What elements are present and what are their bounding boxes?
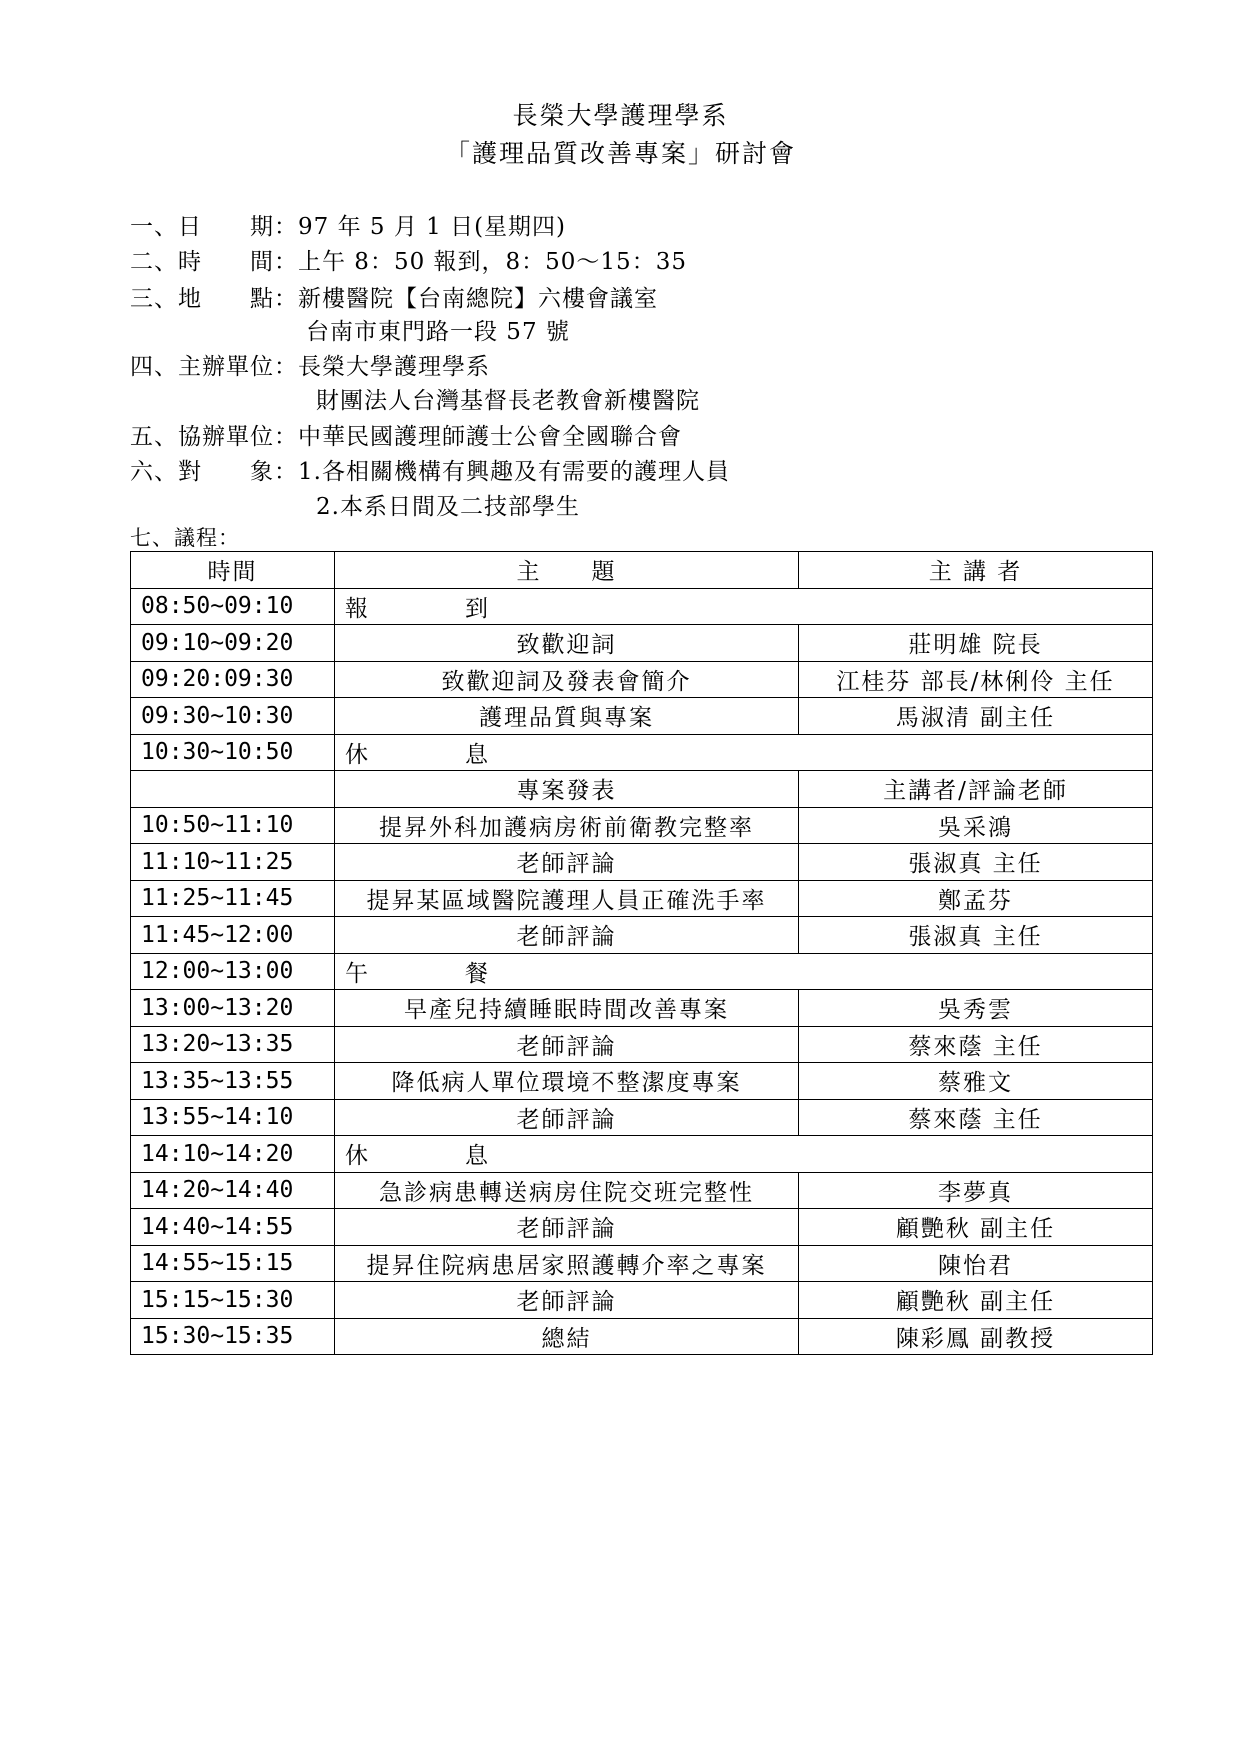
row-speaker: 陳怡君	[799, 1245, 1153, 1282]
info-time: 二、時 間：上午 8：50 報到，8：50～15：35	[130, 249, 687, 275]
row-merged-topic	[335, 1136, 1153, 1173]
table-row	[131, 880, 1153, 917]
row-speaker: 主講者/評論老師	[799, 771, 1153, 808]
agenda-table	[130, 551, 1153, 1355]
table-row	[131, 844, 1153, 881]
document-subtitle: 「護理品質改善專案」研討會	[444, 139, 796, 168]
row-time: 13:55~14:10	[131, 1099, 335, 1136]
info-organizer: 四、主辦單位：長榮大學護理學系	[130, 354, 490, 380]
row-speaker: 蔡來蔭 主任	[799, 1099, 1153, 1136]
row-topic: 老師評論	[335, 1282, 799, 1319]
row-topic: 致歡迎詞	[335, 625, 799, 662]
row-time: 13:20~13:35	[131, 1026, 335, 1063]
table-row	[131, 734, 1153, 771]
row-speaker: 顧艷秋 副主任	[799, 1209, 1153, 1246]
row-speaker: 鄭孟芬	[799, 880, 1153, 917]
table-row	[131, 625, 1153, 662]
table-row	[131, 1209, 1153, 1246]
row-time: 13:35~13:55	[131, 1063, 335, 1100]
header-topic: 主 題	[335, 552, 799, 589]
table-row	[131, 588, 1153, 625]
row-speaker: 陳彩鳳 副教授	[799, 1318, 1153, 1355]
header-time: 時間	[131, 552, 335, 589]
row-speaker: 江桂芬 部長/林俐伶 主任	[799, 661, 1153, 698]
row-time: 10:50~11:10	[131, 807, 335, 844]
row-time	[131, 771, 335, 808]
row-topic: 護理品質與專案	[335, 698, 799, 735]
row-topic: 降低病人單位環境不整潔度專案	[335, 1063, 799, 1100]
table-row	[131, 807, 1153, 844]
info-date: 一、日 期：97 年 5 月 1 日(星期四)	[130, 214, 567, 240]
row-topic-part-b: 息	[465, 1143, 488, 1170]
row-speaker: 蔡來蔭 主任	[799, 1026, 1153, 1063]
table-row	[131, 661, 1153, 698]
row-time: 11:45~12:00	[131, 917, 335, 954]
row-topic-part-b: 到	[465, 595, 488, 622]
row-topic-part-a: 休	[345, 741, 368, 768]
row-time: 12:00~13:00	[131, 953, 335, 990]
row-time: 11:25~11:45	[131, 880, 335, 917]
row-topic: 早產兒持續睡眠時間改善專案	[335, 990, 799, 1027]
table-row	[131, 698, 1153, 735]
row-topic-part-b: 餐	[465, 960, 488, 987]
row-speaker: 李夢真	[799, 1172, 1153, 1209]
info-co-organizer: 五、協辦單位：中華民國護理師護士公會全國聯合會	[130, 424, 682, 450]
row-speaker: 顧艷秋 副主任	[799, 1282, 1153, 1319]
row-topic: 專案發表	[335, 771, 799, 808]
row-topic: 提昇外科加護病房術前衛教完整率	[335, 807, 799, 844]
row-time: 14:10~14:20	[131, 1136, 335, 1173]
table-row	[131, 990, 1153, 1027]
table-row	[131, 1172, 1153, 1209]
row-speaker: 馬淑清 副主任	[799, 698, 1153, 735]
table-row	[131, 953, 1153, 990]
table-row	[131, 1099, 1153, 1136]
row-topic: 提昇某區域醫院護理人員正確洗手率	[335, 880, 799, 917]
row-speaker: 張淑真 主任	[799, 844, 1153, 881]
row-time: 09:20:09:30	[131, 661, 335, 698]
row-topic-part-a: 休	[345, 1143, 368, 1170]
row-time: 14:20~14:40	[131, 1172, 335, 1209]
row-topic: 致歡迎詞及發表會簡介	[335, 661, 799, 698]
row-time: 13:00~13:20	[131, 990, 335, 1027]
row-time: 11:10~11:25	[131, 844, 335, 881]
info-place-address: 台南市東門路一段 57 號	[306, 319, 570, 345]
row-topic: 老師評論	[335, 1209, 799, 1246]
row-time: 09:10~09:20	[131, 625, 335, 662]
row-time: 14:40~14:55	[131, 1209, 335, 1246]
info-place: 三、地 點：新樓醫院【台南總院】六樓會議室	[130, 286, 658, 312]
table-row	[131, 917, 1153, 954]
info-organizer-2: 財團法人台灣基督長老教會新樓醫院	[316, 388, 700, 414]
row-topic: 老師評論	[335, 1099, 799, 1136]
row-topic-part-b: 息	[465, 741, 488, 768]
row-time: 10:30~10:50	[131, 734, 335, 771]
table-row	[131, 1318, 1153, 1355]
row-merged-topic	[335, 953, 1153, 990]
row-speaker: 莊明雄 院長	[799, 625, 1153, 662]
table-row	[131, 1136, 1153, 1173]
table-row	[131, 1026, 1153, 1063]
row-merged-topic	[335, 588, 1153, 625]
row-topic: 急診病患轉送病房住院交班完整性	[335, 1172, 799, 1209]
row-topic: 老師評論	[335, 917, 799, 954]
row-topic: 提昇住院病患居家照護轉介率之專案	[335, 1245, 799, 1282]
row-speaker: 吳秀雲	[799, 990, 1153, 1027]
table-header-row	[131, 552, 1153, 589]
row-time: 09:30~10:30	[131, 698, 335, 735]
table-row	[131, 771, 1153, 808]
row-time: 08:50~09:10	[131, 588, 335, 625]
row-time: 15:30~15:35	[131, 1318, 335, 1355]
row-time: 14:55~15:15	[131, 1245, 335, 1282]
table-row	[131, 1282, 1153, 1319]
header-speaker: 主 講 者	[799, 552, 1153, 589]
agenda-label: 七、議程：	[130, 526, 240, 550]
row-merged-topic	[335, 734, 1153, 771]
info-audience: 六、對 象：1.各相關機構有興趣及有需要的護理人員	[130, 459, 730, 485]
row-topic-part-a: 報	[345, 595, 368, 622]
row-topic: 總結	[335, 1318, 799, 1355]
row-speaker: 吳采鴻	[799, 807, 1153, 844]
row-topic-part-a: 午	[345, 960, 368, 987]
document-title: 長榮大學護理學系	[512, 101, 729, 130]
table-row	[131, 1245, 1153, 1282]
info-audience-2: 2.本系日間及二技部學生	[316, 494, 580, 520]
row-topic: 老師評論	[335, 1026, 799, 1063]
row-speaker: 蔡雅文	[799, 1063, 1153, 1100]
row-speaker: 張淑真 主任	[799, 917, 1153, 954]
table-row	[131, 1063, 1153, 1100]
row-topic: 老師評論	[335, 844, 799, 881]
row-time: 15:15~15:30	[131, 1282, 335, 1319]
